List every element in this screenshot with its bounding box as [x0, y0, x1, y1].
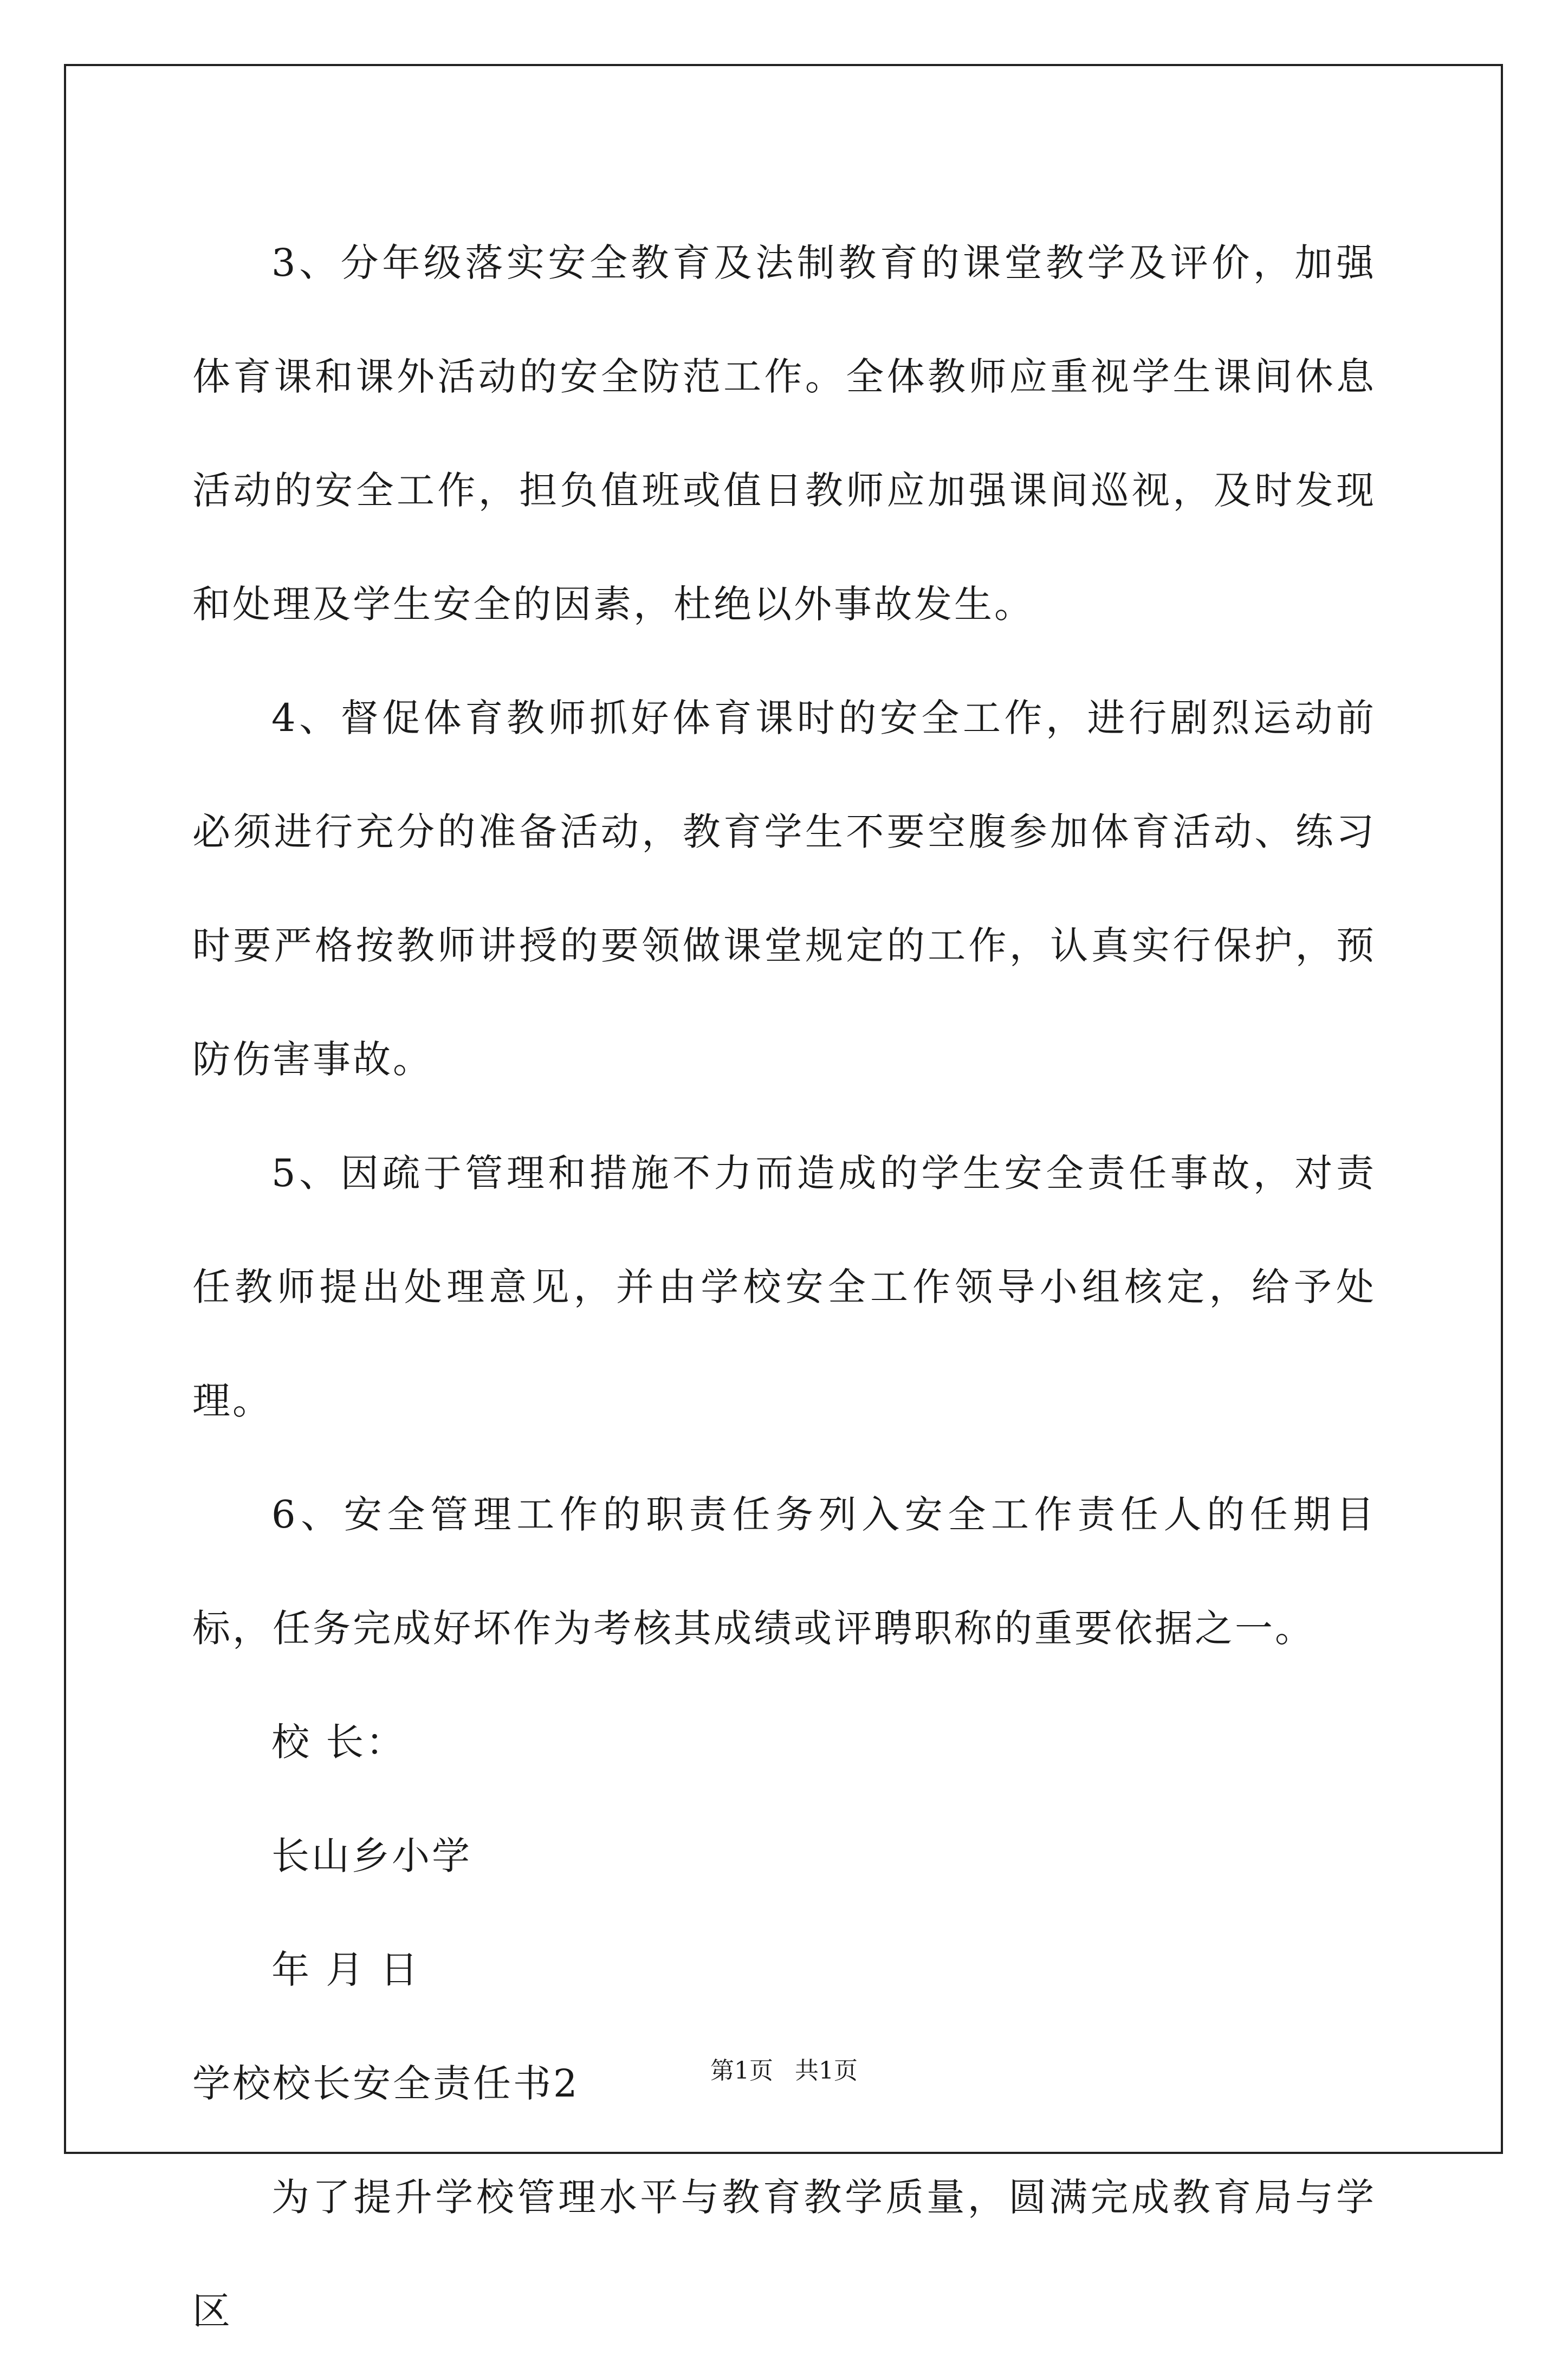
page-number: 第1页 — [710, 2057, 773, 2085]
page-footer — [0, 2051, 1568, 2086]
section-title: 学校校长安全责任书2 — [192, 2061, 580, 2106]
paragraph-5: 5、因疏于管理和措施不力而造成的学生安全责任事故，对责任教师提出处理意见，并由学校安全工作领导小组核定，给予处理。 — [192, 1151, 1376, 1423]
date-label: 年 月 日 — [271, 1948, 420, 1992]
paragraph-4: 4、督促体育教师抓好体育课时的安全工作，进行剧烈运动前必须进行充分的准备活动，教育学生不要空腹参加体育活动、练习时要严格按教师讲授的要领做课堂规定的工作，认真实行保护，预防伤害事故。 — [192, 696, 1376, 1082]
page-total: 共1页 — [795, 2057, 858, 2085]
document-body — [192, 206, 1376, 2368]
paragraph-6: 6、安全管理工作的职责任务列入安全工作责任人的任期目标，任务完成好坏作为考核其成绩或评聘职称的重要依据之一。 — [192, 1492, 1376, 1651]
principal-signature-label: 校 长： — [271, 1720, 406, 1764]
school-name: 长山乡小学 — [271, 1834, 472, 1878]
next-paragraph: 为了提升学校管理水平与教育教学质量，圆满完成教育局与学区 — [192, 2175, 1376, 2333]
paragraph-3: 3、分年级落实安全教育及法制教育的课堂教学及评价，加强体育课和课外活动的安全防范工作。全体教师应重视学生课间休息活动的安全工作，担负值班或值日教师应加强课间巡视，及时发现和处理及学生安全的因素，杜绝以外事故发生。 — [192, 241, 1376, 626]
